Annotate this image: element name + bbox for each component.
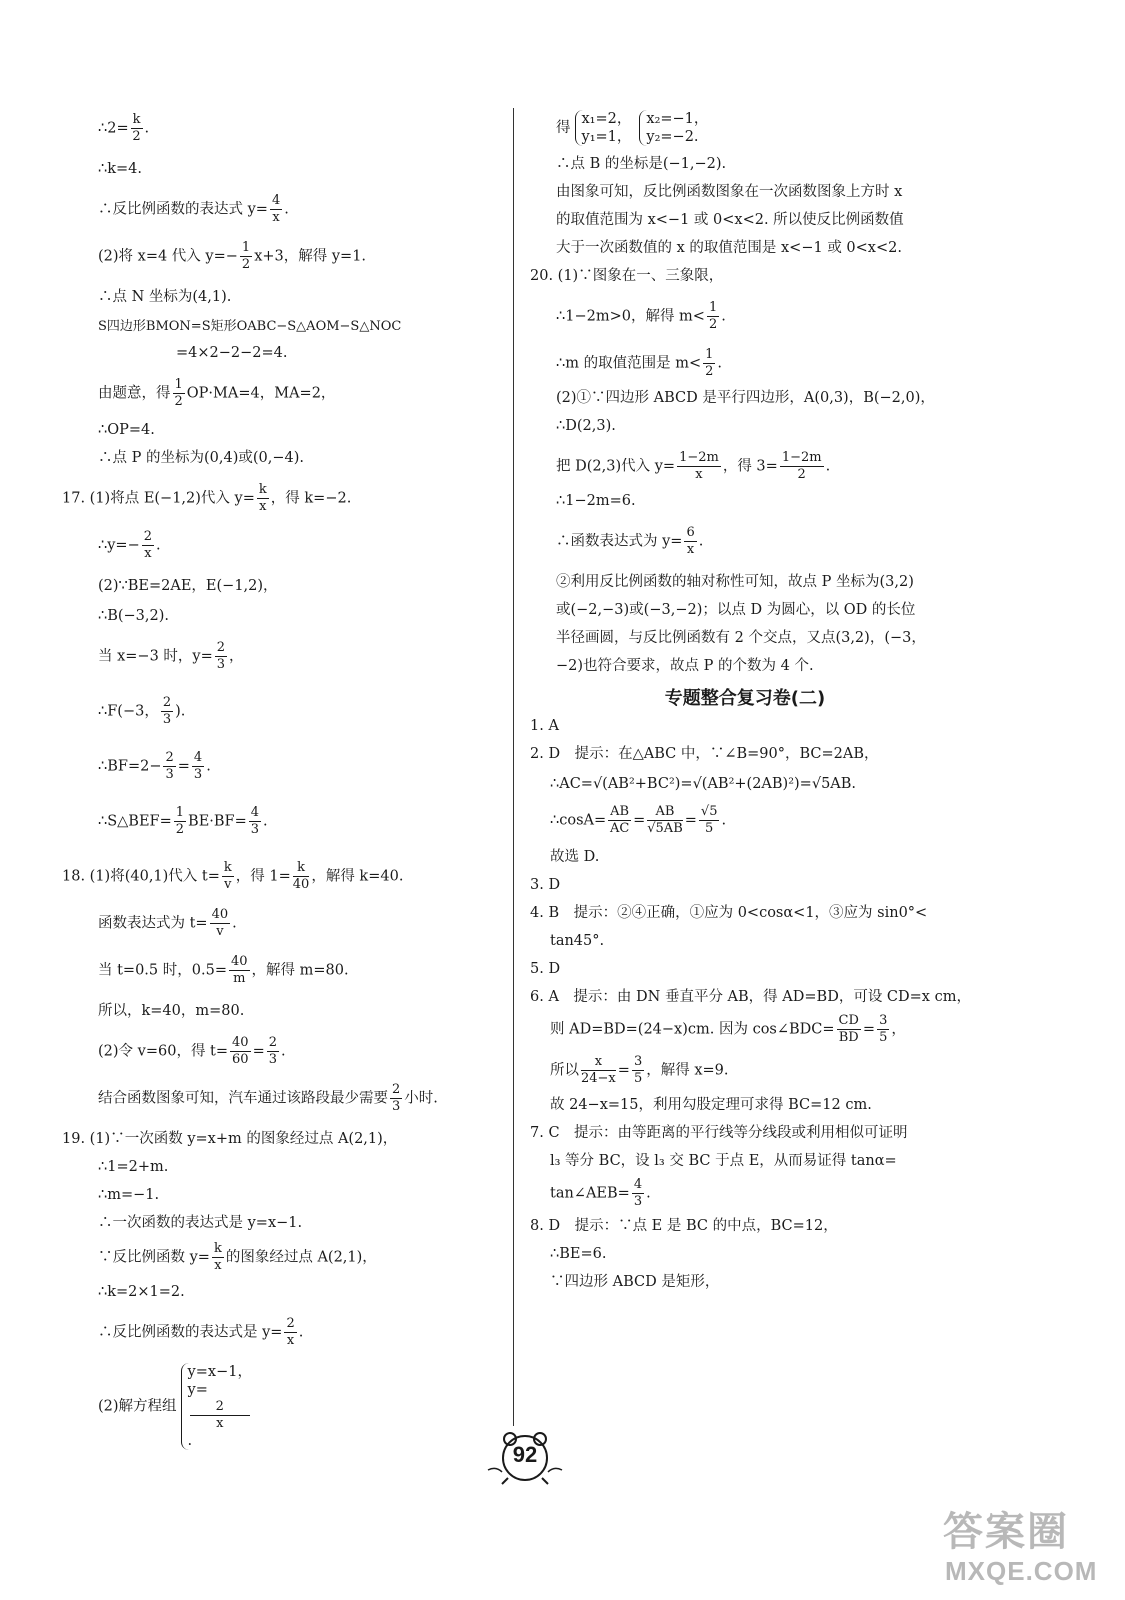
solution-line: 的取值范围为 x<−1 或 0<x<2. 所以使反比例函数值 [556, 212, 904, 228]
solution-line: l₃ 等分 BC，设 l₃ 交 BC 于点 E，从而易证得 tanα= [550, 1153, 897, 1169]
solution-line: 或(−2,−3)或(−3,−2)；以点 D 为圆心，以 OD 的长位 [556, 602, 916, 618]
solution-line: 则 AD=BD=(24−x)cm. 因为 cos∠BDC= $\frac{CD}{BD}$ = $\frac{3}{5}$ ， [550, 1013, 906, 1045]
solution-line: ∴k=4. [98, 161, 142, 177]
problem-18: 18. (1)将(40,1)代入 t= $\frac{k}{v}$ ，得 1= $\frac{k}{40}$ ，解得 k=40. [62, 860, 404, 892]
solution-line: ∴BF=2− $\frac{2}{3}$ = $\frac{4}{3}$ . [98, 750, 211, 782]
solution-line: (2)令 v=60，得 t= $\frac{40}{60}$ = $\frac{2}{3}$ . [98, 1035, 286, 1067]
solution-line: 所以 $\frac{x}{24-x}$ = $\frac{3}{5}$ ，解得 x=9. [550, 1054, 729, 1086]
solution-line: ②利用反比例函数的轴对称性可知，故点 P 坐标为(3,2) [556, 574, 914, 590]
equation-system: (2)解方程组 y=x−1， y= 2 x . [98, 1364, 252, 1449]
answer-item: 8. D 提示：∵点 E 是 BC 的中点，BC=12， [530, 1218, 838, 1234]
answer-item: 5. D [530, 961, 561, 977]
solution-line: ∴S△BEF= $\frac{1}{2}$ BE·BF= $\frac{4}{3}$ . [98, 805, 268, 837]
page-number-badge [480, 1430, 570, 1486]
answer-item: 6. A 提示：由 DN 垂直平分 AB，得 AD=BD，可设 CD=x cm， [530, 989, 971, 1005]
solution-line: ∵反比例函数 y= $\frac{k}{x}$ 的图象经过点 A(2,1)， [98, 1241, 377, 1273]
solution-line: ∴反比例函数的表达式是 y= $\frac{2}{x}$ . [98, 1316, 304, 1348]
answer-item: 4. B 提示：②④正确，①应为 0<cosα<1，③应为 sin0°< [530, 905, 928, 921]
solution-line: 当 t=0.5 时，0.5= $\frac{40}{m}$ ，解得 m=80. [98, 954, 349, 986]
solution-line: tan∠AEB= $\frac{4}{3}$ . [550, 1177, 651, 1209]
answer-item: 1. A [530, 718, 559, 734]
solution-line: ∴点 B 的坐标是(−1,−2). [556, 156, 727, 172]
answer-item: 7. C 提示：由等距离的平行线等分线段或利用相似可证明 [530, 1125, 908, 1141]
problem-19: 19. (1)∵一次函数 y=x+m 的图象经过点 A(2,1)， [62, 1131, 398, 1147]
answer-item: 3. D [530, 877, 561, 893]
solution-line: 由题意，得 $\frac{1}{2}$ OP·MA=4，MA=2， [98, 377, 336, 409]
solution-line: ∴m 的取值范围是 m< $\frac{1}{2}$ . [556, 347, 722, 379]
solution-line: ∴1−2m=6. [556, 493, 636, 509]
solution-line: 结合函数图象可知，汽车通过该路段最少需要 $\frac{2}{3}$ 小时. [98, 1082, 438, 1114]
right-column [530, 110, 971, 1292]
solution-line: (2)∵BE=2AE，E(−1,2)， [98, 578, 278, 594]
solution-line: ∴B(−3,2). [98, 608, 170, 624]
solution-line: ∴反比例函数的表达式 y= $\frac{4}{x}$ . [98, 193, 289, 225]
watermark-logo: 答案圈 [943, 1509, 1069, 1555]
solution-line: 函数表达式为 t= $\frac{40}{v}$ . [98, 907, 237, 939]
solution-line: ∴点 P 的坐标为(0,4)或(0,−4). [98, 450, 304, 466]
solution-line: ∴一次函数的表达式是 y=x−1. [98, 1215, 303, 1231]
watermark [915, 1500, 1115, 1590]
solution-line: 所以，k=40，m=80. [98, 1003, 245, 1019]
solution-line: ∴1−2m>0，解得 m< $\frac{1}{2}$ . [556, 300, 726, 332]
solution-line: 由图象可知，反比例函数图象在一次函数图象上方时 x [556, 184, 903, 200]
solution-line: ∵四边形 ABCD 是矩形， [550, 1274, 720, 1290]
solution-line: ∴函数表达式为 y= $\frac{6}{x}$ . [556, 525, 704, 557]
solution-line: ∴cosA= $\frac{AB}{AC}$ = $\frac{AB}{√5AB}$ = $\frac{√5}{5}$ . [550, 804, 727, 836]
solution-line: ∴k=2×1=2. [98, 1284, 185, 1300]
solution-line: S四边形BMON=S矩形OABC−S△AOM−S△NOC [98, 319, 402, 334]
solution-line: 得 x₁=2， y₁=1， x₂=−1， y₂=−2. [556, 111, 709, 145]
page-number: 92 [512, 1442, 538, 1467]
solution-line: 大于一次函数值的 x 的取值范围是 x<−1 或 0<x<2. [556, 240, 902, 256]
solution-line: =4×2−2−2=4. [176, 345, 288, 361]
solution-line: ∴y=− $\frac{2}{x}$ . [98, 529, 161, 561]
solution-line: 当 x=−3 时，y= $\frac{2}{3}$ ， [98, 640, 244, 672]
watermark-url: MXQE.COM [945, 1556, 1098, 1586]
solution-line: ∴1=2+m. [98, 1159, 169, 1175]
solution-line: 半径画圆，与反比例函数有 2 个交点，又点(3,2)，(−3， [556, 630, 926, 646]
solution-line: (2)①∵四边形 ABCD 是平行四边形，A(0,3)，B(−2,0)， [556, 390, 935, 406]
problem-17: 17. (1)将点 E(−1,2)代入 y= $\frac{k}{x}$ ，得 k=−2. [62, 482, 352, 514]
answer-item: 2. D 提示：在△ABC 中，∵∠B=90°，BC=2AB， [530, 746, 879, 762]
solution-line: ∴BE=6. [550, 1246, 607, 1262]
solution-line: ∴AC=√(AB²+BC²)=√(AB²+(2AB)²)=√5AB. [550, 776, 857, 792]
solution-line: ∴D(2,3). [556, 418, 616, 434]
section-title: 专题整合复习卷(二) [664, 688, 826, 709]
solution-line: ∴m=−1. [98, 1187, 160, 1203]
solution-line: ∴F(−3， $\frac{2}{3}$ ). [98, 695, 186, 727]
solution-line: 故选 D. [550, 849, 600, 865]
solution-line: ∴OP=4. [98, 422, 155, 438]
problem-20: 20. (1)∵图象在一、三象限， [530, 268, 724, 284]
left-column [62, 112, 528, 1450]
solution-line: 把 D(2,3)代入 y= $\frac{1-2m}{x}$ ，得 3= $\frac{1-2m}{2}$ . [556, 450, 831, 482]
solution-line: (2)将 x=4 代入 y=− $\frac{1}{2}$ x+3，解得 y=1. [98, 240, 367, 272]
solution-line: tan45°. [550, 933, 605, 949]
solution-line: −2)也符合要求，故点 P 的个数为 4 个. [556, 658, 814, 674]
solution-line: ∴2= $\frac{k}{2}$ . [98, 112, 150, 144]
solution-line: 故 24−x=15，利用勾股定理可求得 BC=12 cm. [550, 1097, 872, 1113]
solution-line: ∴点 N 坐标为(4,1). [98, 289, 232, 305]
